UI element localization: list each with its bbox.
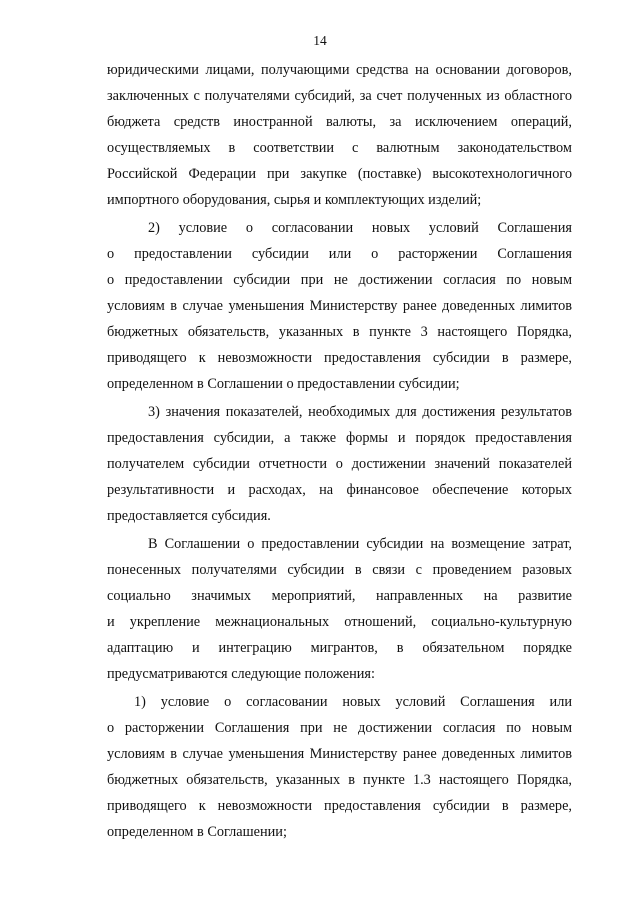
word: адаптацию: [107, 640, 174, 656]
word: согласовании: [271, 220, 354, 236]
word: условие: [178, 220, 228, 236]
text-line: [107, 455, 572, 474]
line-text: о расторжении Соглашения при не достижении согласия по новым: [107, 720, 572, 736]
line-text: 3) значения показателей, необходимых для достижения результатов: [148, 404, 572, 420]
word: интеграцию: [218, 640, 292, 656]
text-line: [107, 639, 572, 658]
line-text: бюджетных обязательств, указанных в пункте 3 настоящего Порядка,: [107, 324, 572, 340]
word: о: [245, 220, 254, 236]
word: расторжении: [398, 246, 478, 262]
word: соответствии: [253, 140, 335, 156]
word: осуществляемых: [107, 140, 211, 156]
word: субсидии: [251, 246, 309, 262]
word: порядке: [523, 640, 572, 656]
line-text: импортного оборудования, сырья и комплектующих изделий;: [107, 192, 482, 208]
word: значимых: [191, 588, 252, 604]
line-text: и укрепление межнациональных отношений, социально-культурную: [107, 614, 572, 630]
word: 2): [148, 220, 160, 236]
line-text: о предоставлении субсидии при не достижении согласия по новым: [107, 272, 572, 288]
text-line: [107, 771, 572, 790]
line-text: заключенных с получателями субсидий, за счет полученных из областного: [107, 88, 572, 104]
line-text: приводящего к невозможности предоставления субсидии в размере,: [107, 798, 572, 814]
text-line: [107, 719, 572, 738]
word: Соглашения: [497, 220, 572, 236]
word: развитие: [518, 588, 572, 604]
word: социально: [107, 588, 171, 604]
word: с: [352, 140, 359, 156]
text-line: [107, 375, 460, 394]
word: направленных: [375, 588, 464, 604]
word: о: [371, 246, 379, 262]
text-line: [107, 797, 572, 816]
text-line: [107, 587, 572, 606]
line-text: определенном в Соглашении о предоставлении субсидии;: [107, 376, 460, 392]
text-line: [148, 535, 572, 554]
line-text: предоставляется субсидия.: [107, 508, 271, 524]
word: на: [483, 588, 498, 604]
text-line: [107, 165, 572, 184]
line-text: 1) условие о согласовании новых условий Соглашения или: [134, 694, 572, 710]
text-line: [107, 191, 481, 210]
text-line: [107, 349, 572, 368]
word: предоставлении: [134, 246, 232, 262]
word: в: [228, 140, 236, 156]
text-line: [107, 87, 572, 106]
text-line: [107, 245, 572, 264]
word: законодательством: [457, 140, 572, 156]
word: или: [328, 246, 352, 262]
line-text: условиям в случае уменьшения Министерству ранее доведенных лимитов: [107, 746, 572, 762]
line-text: определенном в Соглашении;: [107, 824, 287, 840]
line-text: юридическими лицами, получающими средства на основании договоров,: [107, 62, 572, 78]
line-text: понесенных получателями субсидии в связи с проведением разовых: [107, 562, 572, 578]
word: мероприятий,: [271, 588, 356, 604]
word: Соглашения: [497, 246, 572, 262]
text-line: [107, 613, 572, 632]
line-text: предоставления субсидии, а также формы и порядок предоставления: [107, 430, 572, 446]
word: и: [192, 640, 200, 656]
text-line: [107, 823, 287, 842]
text-line: [107, 507, 271, 526]
line-text: получателем субсидии отчетности о достижении значений показателей: [107, 456, 572, 472]
line-text: бюджета средств иностранной валюты, за исключением операций,: [107, 114, 572, 130]
line-text: результативности и расходах, на финансовое обеспечение которых: [107, 482, 572, 498]
word: мигрантов,: [310, 640, 378, 656]
text-line: [107, 745, 572, 764]
text-line: [107, 323, 572, 342]
text-line: [134, 693, 572, 712]
line-text: предусматриваются следующие положения:: [107, 666, 375, 682]
text-line: [107, 665, 375, 684]
line-text: Российской Федерации при закупке (поставке) высокотехнологичного: [107, 166, 572, 182]
text-line: [107, 139, 572, 158]
line-text: приводящего к невозможности предоставления субсидии в размере,: [107, 350, 572, 366]
word: о: [107, 246, 115, 262]
word: валютным: [376, 140, 440, 156]
text-line: [107, 429, 572, 448]
text-line: [148, 403, 572, 422]
word: условий: [428, 220, 479, 236]
text-line: [107, 271, 572, 290]
word: в: [396, 640, 404, 656]
text-line: [107, 297, 572, 316]
text-line: [148, 219, 572, 238]
text-line: [107, 481, 572, 500]
line-text: В Соглашении о предоставлении субсидии на возмещение затрат,: [148, 536, 572, 552]
text-line: [107, 113, 572, 132]
text-line: [107, 561, 572, 580]
word: новых: [371, 220, 411, 236]
page-number: 14: [313, 33, 327, 48]
line-text: условиям в случае уменьшения Министерству ранее доведенных лимитов: [107, 298, 572, 314]
text-line: [107, 61, 572, 80]
word: обязательном: [422, 640, 505, 656]
line-text: бюджетных обязательств, указанных в пункте 1.3 настоящего Порядка,: [107, 772, 572, 788]
